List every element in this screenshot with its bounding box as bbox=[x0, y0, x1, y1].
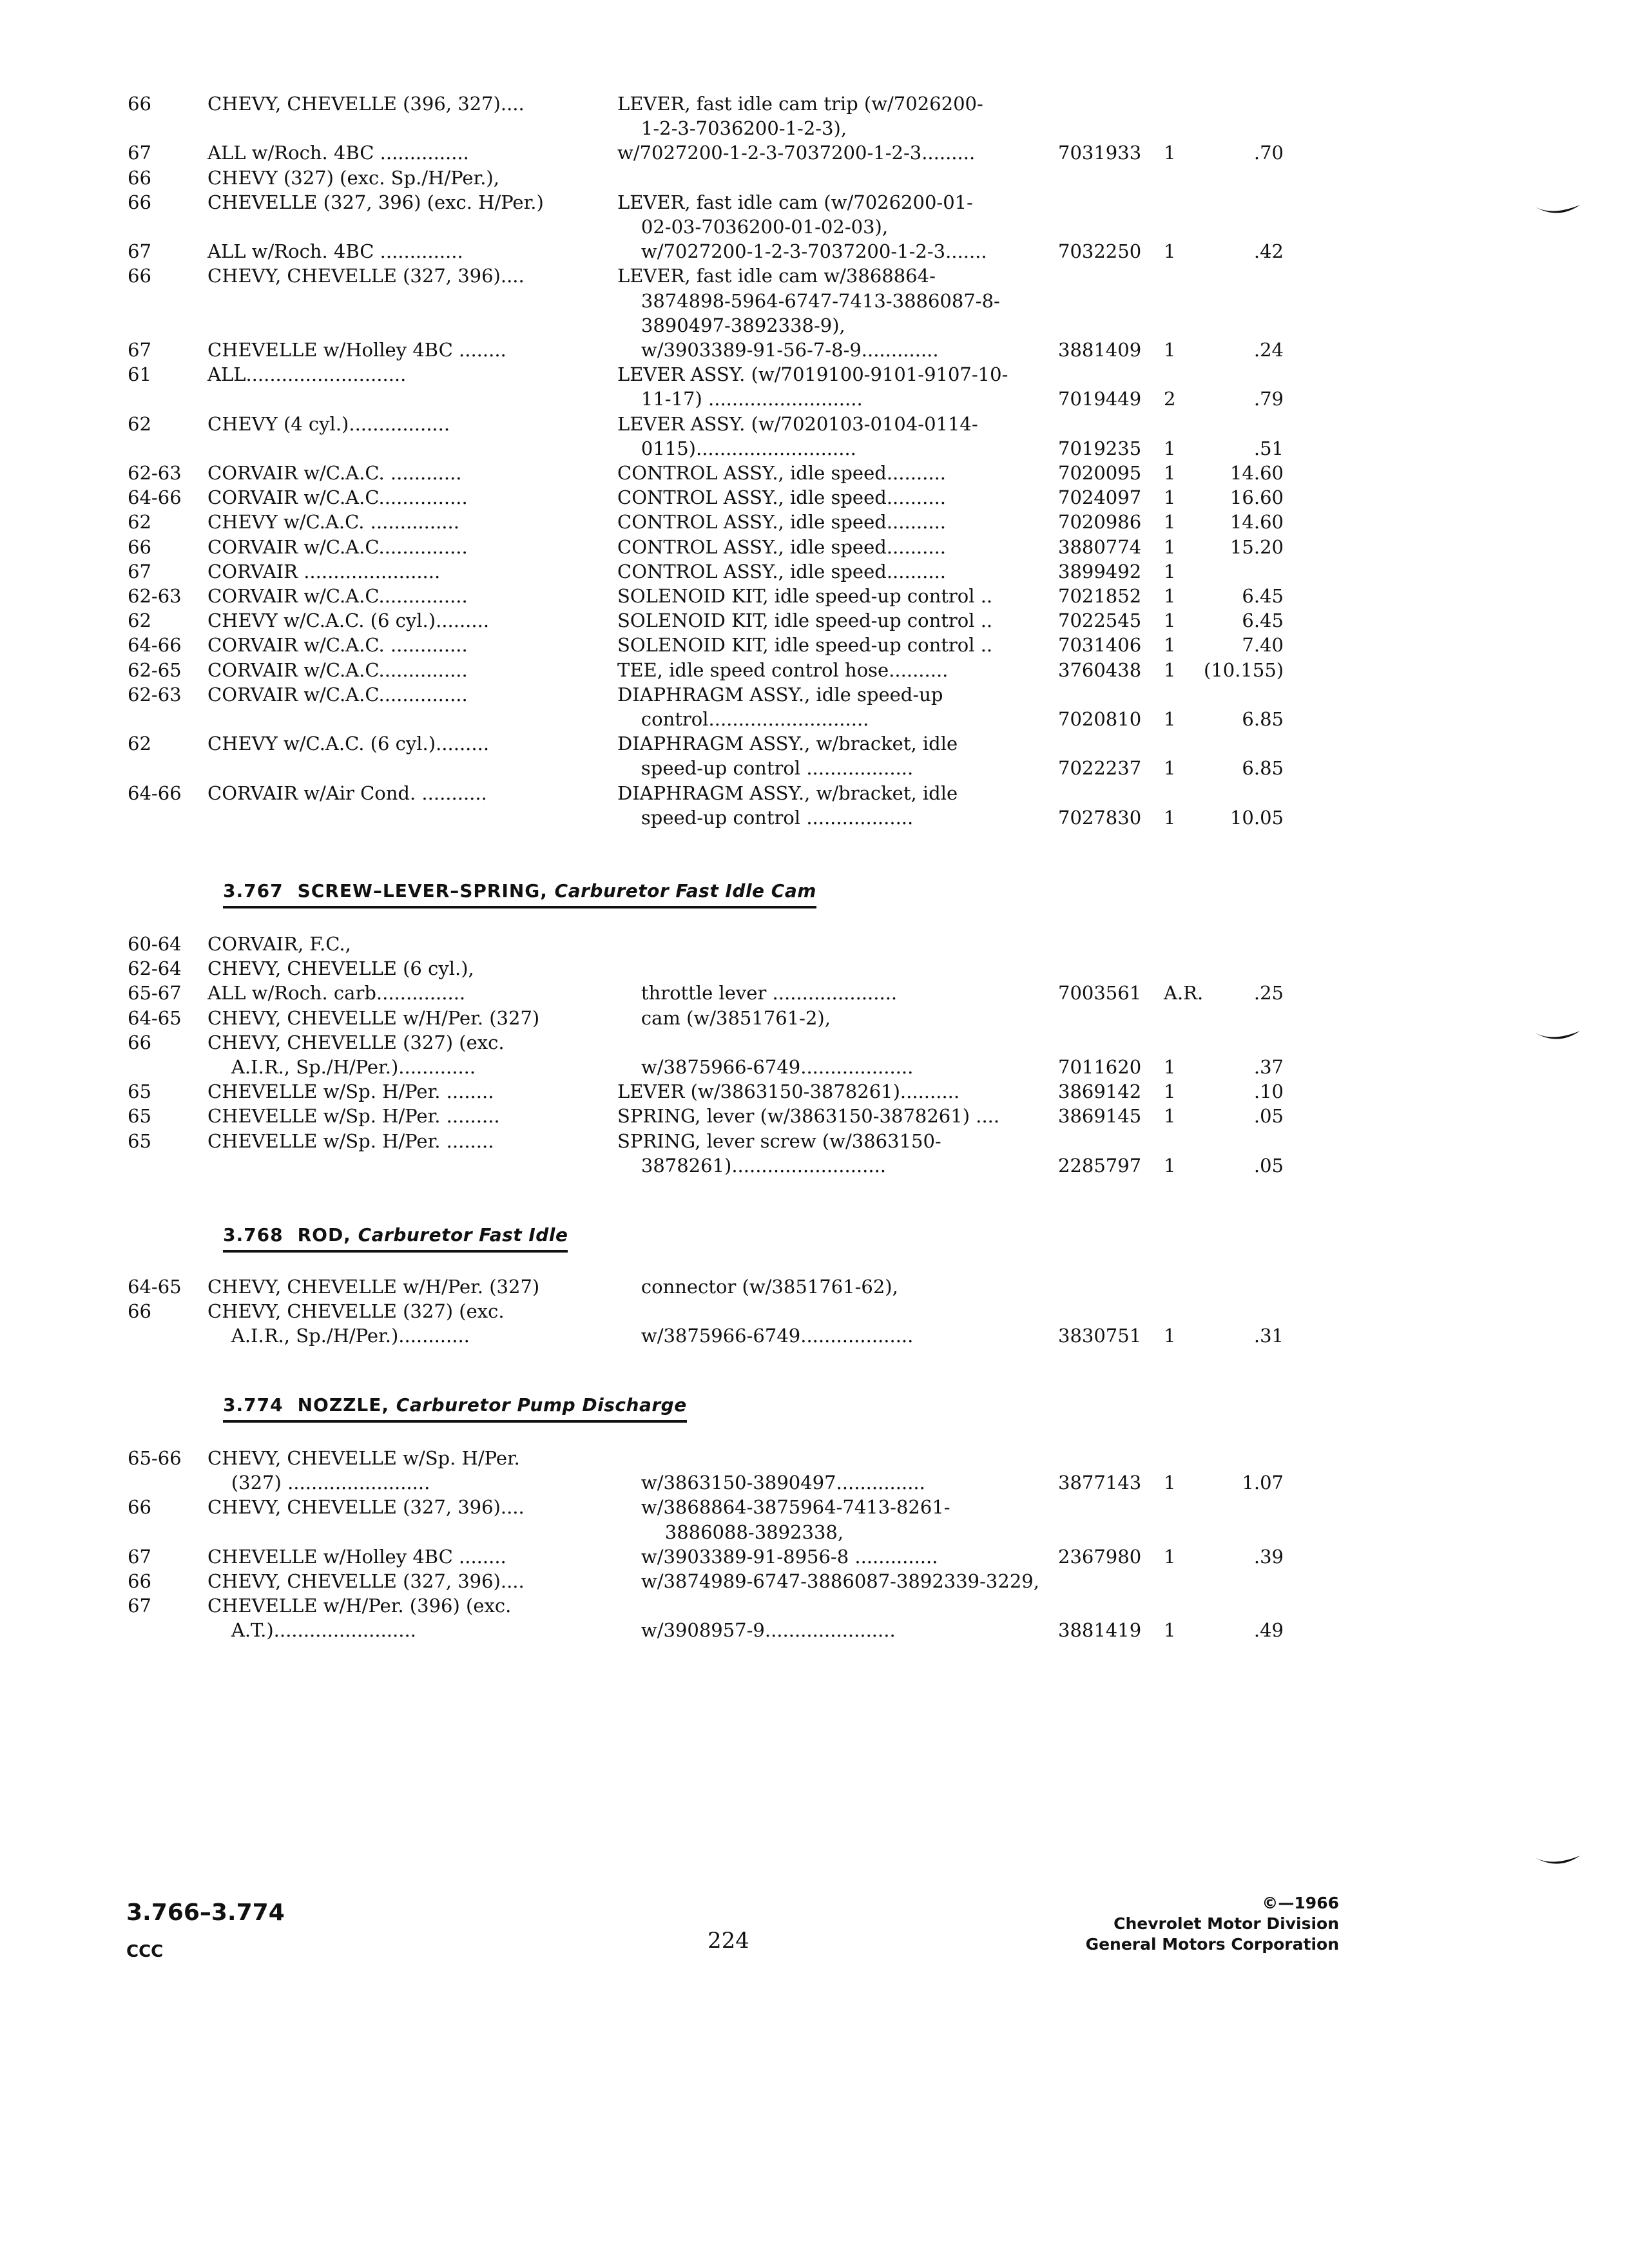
part-description: cam (w/3851761-2), bbox=[617, 1006, 831, 1029]
part-description: DIAPHRAGM ASSY., w/bracket, idle bbox=[617, 782, 958, 804]
vehicle-model: CHEVY w/C.A.C. (6 cyl.)......... bbox=[207, 610, 490, 632]
vehicle-model: CHEVY, CHEVELLE (327) (exc. bbox=[207, 1300, 505, 1323]
model-year: 64-65 bbox=[128, 1276, 182, 1298]
model-year: 65 bbox=[128, 1129, 151, 1152]
parts-row bbox=[0, 264, 1629, 288]
model-year: 61 bbox=[128, 363, 151, 386]
vehicle-model: CHEVY, CHEVELLE (327) (exc. bbox=[207, 1031, 505, 1053]
model-year: 67 bbox=[128, 560, 151, 582]
parts-row bbox=[0, 166, 1629, 190]
parts-row bbox=[0, 1446, 1629, 1470]
part-description: w/3868864-3875964-7413-8261- bbox=[617, 1496, 950, 1519]
part-description: speed-up control .................. bbox=[617, 757, 914, 780]
part-description: CONTROL ASSY., idle speed.......... bbox=[617, 511, 947, 533]
part-description: CONTROL ASSY., idle speed.......... bbox=[617, 486, 947, 509]
vehicle-model: CORVAIR ....................... bbox=[207, 560, 441, 582]
list-price: .31 bbox=[1253, 1325, 1284, 1347]
list-price: 6.85 bbox=[1242, 708, 1284, 730]
part-number: 3830751 bbox=[1058, 1325, 1142, 1347]
part-description: SPRING, lever screw (w/3863150- bbox=[617, 1129, 941, 1152]
parts-row bbox=[0, 412, 1629, 436]
parts-row bbox=[0, 1274, 1629, 1299]
vehicle-model: CHEVY, CHEVELLE (327, 396).... bbox=[207, 1496, 525, 1519]
part-number: 3899492 bbox=[1058, 560, 1142, 582]
parts-row bbox=[0, 1030, 1629, 1055]
part-description: 3886088-3892338, bbox=[617, 1521, 844, 1543]
parts-row bbox=[0, 1153, 1629, 1178]
part-description: control........................... bbox=[617, 708, 869, 730]
list-price: .24 bbox=[1253, 339, 1284, 361]
parts-row bbox=[0, 190, 1629, 215]
part-description: LEVER ASSY. (w/7020103-0104-0114- bbox=[617, 412, 978, 435]
vehicle-model: CHEVY, CHEVELLE w/Sp. H/Per. bbox=[207, 1447, 520, 1469]
model-year: 66 bbox=[128, 265, 151, 287]
vehicle-model: CHEVY, CHEVELLE (396, 327).... bbox=[207, 93, 525, 115]
model-year: 64-65 bbox=[128, 1006, 182, 1029]
model-year: 67 bbox=[128, 1595, 151, 1617]
part-number: 3760438 bbox=[1058, 658, 1142, 681]
part-description: LEVER, fast idle cam (w/7026200-01- bbox=[617, 191, 973, 213]
quantity: 1 bbox=[1164, 1325, 1176, 1347]
model-year: 66 bbox=[128, 166, 151, 189]
part-description: 1-2-3-7036200-1-2-3), bbox=[617, 117, 847, 140]
parts-row bbox=[0, 1569, 1629, 1593]
model-year: 62-63 bbox=[128, 683, 182, 706]
parts-row bbox=[0, 140, 1629, 165]
part-number: 7031406 bbox=[1058, 634, 1142, 657]
part-number: 3881419 bbox=[1058, 1619, 1142, 1642]
vehicle-model: CORVAIR w/C.A.C. ............ bbox=[207, 462, 462, 484]
part-number: 7011620 bbox=[1058, 1056, 1142, 1078]
vehicle-model: CHEVELLE w/Holley 4BC ........ bbox=[207, 339, 506, 361]
model-year: 66 bbox=[128, 1031, 151, 1053]
model-year: 65 bbox=[128, 1081, 151, 1103]
model-year: 62 bbox=[128, 511, 151, 533]
parts-row bbox=[0, 1323, 1629, 1348]
model-year: 62-63 bbox=[128, 585, 182, 607]
list-price: 6.85 bbox=[1242, 757, 1284, 780]
vehicle-model: CORVAIR w/C.A.C............... bbox=[207, 683, 468, 706]
list-price: .37 bbox=[1253, 1056, 1284, 1078]
part-description: LEVER, fast idle cam w/3868864- bbox=[617, 265, 936, 287]
part-description: w/3875966-6749................... bbox=[617, 1056, 914, 1078]
model-year: 66 bbox=[128, 535, 151, 558]
quantity: 1 bbox=[1164, 339, 1176, 361]
vehicle-model: ALL w/Roch. 4BC ............... bbox=[207, 142, 469, 164]
parts-row bbox=[0, 584, 1629, 608]
model-year: 64-66 bbox=[128, 782, 182, 804]
part-description: w/7027200-1-2-3-7037200-1-2-3....... bbox=[617, 240, 987, 263]
quantity: 1 bbox=[1164, 486, 1176, 509]
quantity: 1 bbox=[1164, 1472, 1176, 1494]
quantity: 2 bbox=[1164, 388, 1176, 410]
quantity: 1 bbox=[1164, 560, 1176, 582]
model-year: 66 bbox=[128, 1496, 151, 1519]
list-price: .10 bbox=[1253, 1081, 1284, 1103]
part-description: w/3874989-6747-3886087-3892339-3229, bbox=[617, 1570, 1039, 1592]
section-name: SCREW–LEVER–SPRING, bbox=[297, 880, 548, 901]
parts-row bbox=[0, 1079, 1629, 1104]
parts-row bbox=[0, 805, 1629, 830]
model-year: 64-66 bbox=[128, 634, 182, 657]
vehicle-model: CHEVY, CHEVELLE w/H/Per. (327) bbox=[207, 1006, 540, 1029]
part-number: 3869142 bbox=[1058, 1081, 1142, 1103]
vehicle-model: CHEVELLE w/Sp. H/Per. ........ bbox=[207, 1129, 494, 1152]
part-description: DIAPHRAGM ASSY., idle speed-up bbox=[617, 683, 943, 706]
part-description: w/3903389-91-8956-8 .............. bbox=[617, 1545, 938, 1568]
part-number: 7020095 bbox=[1058, 462, 1142, 484]
quantity: 1 bbox=[1164, 437, 1176, 459]
part-number: 7032250 bbox=[1058, 240, 1142, 263]
binder-clip-mark-bottom bbox=[1532, 1854, 1581, 1870]
part-description: w/7027200-1-2-3-7037200-1-2-3......... bbox=[617, 142, 976, 164]
vehicle-model: A.I.R., Sp./H/Per.)............. bbox=[207, 1056, 476, 1078]
section-number: 3.767 bbox=[223, 880, 284, 901]
list-price: .25 bbox=[1253, 982, 1284, 1004]
parts-row bbox=[0, 436, 1629, 461]
list-price: 14.60 bbox=[1229, 462, 1284, 484]
part-description: CONTROL ASSY., idle speed.......... bbox=[617, 462, 947, 484]
parts-row bbox=[0, 1470, 1629, 1495]
model-year: 66 bbox=[128, 1300, 151, 1323]
page-section-range: 3.766–3.774 bbox=[126, 1899, 285, 1926]
list-price: (10.155) bbox=[1204, 658, 1284, 681]
parts-row bbox=[0, 313, 1629, 338]
quantity: 1 bbox=[1164, 1081, 1176, 1103]
part-description: LEVER (w/3863150-3878261).......... bbox=[617, 1081, 960, 1103]
parts-row bbox=[0, 1006, 1629, 1030]
part-number: 7020810 bbox=[1058, 708, 1142, 730]
model-year: 65 bbox=[128, 1105, 151, 1128]
parts-row bbox=[0, 658, 1629, 682]
parts-row bbox=[0, 608, 1629, 633]
vehicle-model: CHEVELLE w/Sp. H/Per. ......... bbox=[207, 1105, 500, 1128]
copyright-block bbox=[1086, 1893, 1339, 1955]
vehicle-model: CHEVELLE w/Holley 4BC ........ bbox=[207, 1545, 506, 1568]
list-price: .39 bbox=[1253, 1545, 1284, 1568]
section-heading bbox=[223, 1393, 687, 1423]
model-year: 66 bbox=[128, 1570, 151, 1592]
quantity: 1 bbox=[1164, 708, 1176, 730]
parts-row bbox=[0, 1129, 1629, 1153]
vehicle-model: CORVAIR w/C.A.C............... bbox=[207, 486, 468, 509]
list-price: 16.60 bbox=[1229, 486, 1284, 509]
part-number: 7020986 bbox=[1058, 511, 1142, 533]
parts-row bbox=[0, 756, 1629, 780]
model-year: 62 bbox=[128, 733, 151, 755]
vehicle-model: CHEVY (4 cyl.)................. bbox=[207, 412, 450, 435]
parts-row bbox=[0, 633, 1629, 657]
part-description: 3878261).......................... bbox=[617, 1154, 887, 1177]
part-description: CONTROL ASSY., idle speed.......... bbox=[617, 535, 947, 558]
model-year: 60-64 bbox=[128, 933, 182, 955]
part-description: LEVER ASSY. (w/7019100-9101-9107-10- bbox=[617, 363, 1008, 386]
vehicle-model: CHEVELLE w/H/Per. (396) (exc. bbox=[207, 1595, 512, 1617]
parts-row bbox=[0, 1055, 1629, 1079]
vehicle-model: ALL........................... bbox=[207, 363, 407, 386]
list-price: 7.40 bbox=[1242, 634, 1284, 657]
list-price: .05 bbox=[1253, 1105, 1284, 1128]
parts-row bbox=[0, 781, 1629, 805]
quantity: A.R. bbox=[1164, 982, 1204, 1004]
quantity: 1 bbox=[1164, 1545, 1176, 1568]
list-price: .79 bbox=[1253, 388, 1284, 410]
vehicle-model: CORVAIR w/C.A.C............... bbox=[207, 535, 468, 558]
list-price: 15.20 bbox=[1229, 535, 1284, 558]
quantity: 1 bbox=[1164, 1056, 1176, 1078]
vehicle-model: CHEVY, CHEVELLE (327, 396).... bbox=[207, 1570, 525, 1592]
list-price: .49 bbox=[1253, 1619, 1284, 1642]
part-number: 7024097 bbox=[1058, 486, 1142, 509]
quantity: 1 bbox=[1164, 511, 1176, 533]
parts-row bbox=[0, 510, 1629, 534]
part-number: 7019235 bbox=[1058, 437, 1142, 459]
part-description: speed-up control .................. bbox=[617, 806, 914, 829]
part-description: DIAPHRAGM ASSY., w/bracket, idle bbox=[617, 733, 958, 755]
part-description: SOLENOID KIT, idle speed-up control .. bbox=[617, 610, 993, 632]
part-description: w/3863150-3890497............... bbox=[617, 1472, 925, 1494]
vehicle-model: CHEVY, CHEVELLE (327, 396).... bbox=[207, 265, 525, 287]
part-description: TEE, idle speed control hose.......... bbox=[617, 658, 949, 681]
page-number: 224 bbox=[708, 1928, 749, 1954]
part-description: CONTROL ASSY., idle speed.......... bbox=[617, 560, 947, 582]
part-number: 2285797 bbox=[1058, 1154, 1142, 1177]
part-number: 3877143 bbox=[1058, 1472, 1142, 1494]
model-year: 67 bbox=[128, 240, 151, 263]
vehicle-model: CORVAIR w/C.A.C. ............. bbox=[207, 634, 468, 657]
model-year: 62-63 bbox=[128, 462, 182, 484]
part-description: 11-17) .......................... bbox=[617, 388, 863, 410]
parts-row bbox=[0, 1104, 1629, 1128]
part-description: w/3875966-6749................... bbox=[617, 1325, 914, 1347]
part-description: 0115)........................... bbox=[617, 437, 856, 459]
part-number: 3869145 bbox=[1058, 1105, 1142, 1128]
section-number: 3.768 bbox=[223, 1224, 284, 1245]
vehicle-model: CORVAIR w/C.A.C............... bbox=[207, 658, 468, 681]
parts-row bbox=[0, 461, 1629, 485]
section-heading bbox=[223, 879, 816, 908]
part-number: 3881409 bbox=[1058, 339, 1142, 361]
model-year: 62 bbox=[128, 610, 151, 632]
vehicle-model: CORVAIR, F.C., bbox=[207, 933, 351, 955]
vehicle-model: A.I.R., Sp./H/Per.)............ bbox=[207, 1325, 470, 1347]
part-number: 7022237 bbox=[1058, 757, 1142, 780]
binder-clip-mark-top bbox=[1532, 204, 1581, 219]
model-year: 67 bbox=[128, 1545, 151, 1568]
quantity: 1 bbox=[1164, 658, 1176, 681]
part-description: LEVER, fast idle cam trip (w/7026200- bbox=[617, 93, 983, 115]
parts-row bbox=[0, 338, 1629, 362]
model-year: 66 bbox=[128, 93, 151, 115]
list-price: .51 bbox=[1253, 437, 1284, 459]
part-description: SOLENOID KIT, idle speed-up control .. bbox=[617, 585, 993, 607]
part-number: 7019449 bbox=[1058, 388, 1142, 410]
list-price: .05 bbox=[1253, 1154, 1284, 1177]
quantity: 1 bbox=[1164, 240, 1176, 263]
part-description: w/3908957-9...................... bbox=[617, 1619, 896, 1642]
parts-row bbox=[0, 707, 1629, 731]
list-price: 10.05 bbox=[1229, 806, 1284, 829]
division-name: Chevrolet Motor Division bbox=[1113, 1914, 1339, 1933]
vehicle-model: CORVAIR w/C.A.C............... bbox=[207, 585, 468, 607]
model-year: 62-64 bbox=[128, 957, 182, 980]
parts-row bbox=[0, 535, 1629, 559]
parts-row bbox=[0, 239, 1629, 264]
section-name: ROD, bbox=[297, 1224, 351, 1245]
parts-row bbox=[0, 485, 1629, 510]
parts-row bbox=[0, 362, 1629, 387]
vehicle-model: A.T.)........................ bbox=[207, 1619, 416, 1642]
part-description: SPRING, lever (w/3863150-3878261) .... bbox=[617, 1105, 1000, 1128]
section-heading bbox=[223, 1223, 568, 1253]
part-number: 3880774 bbox=[1058, 535, 1142, 558]
list-price: .70 bbox=[1253, 142, 1284, 164]
parts-row bbox=[0, 731, 1629, 756]
parts-row bbox=[0, 289, 1629, 313]
catalog-code: CCC bbox=[126, 1942, 164, 1961]
model-year: 66 bbox=[128, 191, 151, 213]
vehicle-model: CHEVY, CHEVELLE w/H/Per. (327) bbox=[207, 1276, 540, 1298]
model-year: 64-66 bbox=[128, 486, 182, 509]
quantity: 1 bbox=[1164, 806, 1176, 829]
model-year: 62 bbox=[128, 412, 151, 435]
parts-row bbox=[0, 932, 1629, 956]
vehicle-model: CHEVELLE w/Sp. H/Per. ........ bbox=[207, 1081, 494, 1103]
vehicle-model: ALL w/Roch. carb............... bbox=[207, 982, 466, 1004]
part-description: throttle lever ..................... bbox=[617, 982, 898, 1004]
vehicle-model: CHEVY w/C.A.C. (6 cyl.)......... bbox=[207, 733, 490, 755]
section-subtitle: Carburetor Fast Idle Cam bbox=[554, 880, 816, 901]
corporation-name: General Motors Corporation bbox=[1085, 1935, 1339, 1954]
list-price: 6.45 bbox=[1242, 585, 1284, 607]
parts-row bbox=[0, 1618, 1629, 1642]
part-number: 7031933 bbox=[1058, 142, 1142, 164]
parts-row bbox=[0, 91, 1629, 116]
parts-row bbox=[0, 682, 1629, 707]
parts-row bbox=[0, 559, 1629, 584]
parts-row bbox=[0, 1520, 1629, 1544]
part-description: SOLENOID KIT, idle speed-up control .. bbox=[617, 634, 993, 657]
vehicle-model: CORVAIR w/Air Cond. ........... bbox=[207, 782, 487, 804]
section-number: 3.774 bbox=[223, 1394, 284, 1416]
parts-row bbox=[0, 1299, 1629, 1323]
vehicle-model: CHEVY, CHEVELLE (6 cyl.), bbox=[207, 957, 474, 980]
part-description: connector (w/3851761-62), bbox=[617, 1276, 898, 1298]
vehicle-model: ALL w/Roch. 4BC .............. bbox=[207, 240, 463, 263]
parts-row bbox=[0, 1544, 1629, 1569]
quantity: 1 bbox=[1164, 634, 1176, 657]
quantity: 1 bbox=[1164, 757, 1176, 780]
section-subtitle: Carburetor Pump Discharge bbox=[396, 1394, 687, 1416]
quantity: 1 bbox=[1164, 1154, 1176, 1177]
list-price: 6.45 bbox=[1242, 610, 1284, 632]
part-number: 7021852 bbox=[1058, 585, 1142, 607]
part-description: 3874898-5964-6747-7413-3886087-8- bbox=[617, 289, 1000, 312]
section-subtitle: Carburetor Fast Idle bbox=[358, 1224, 568, 1245]
model-year: 65-66 bbox=[128, 1447, 182, 1469]
parts-row bbox=[0, 981, 1629, 1005]
part-number: 7003561 bbox=[1058, 982, 1142, 1004]
vehicle-model: CHEVY w/C.A.C. ............... bbox=[207, 511, 459, 533]
parts-row bbox=[0, 387, 1629, 411]
quantity: 1 bbox=[1164, 142, 1176, 164]
list-price: 14.60 bbox=[1229, 511, 1284, 533]
parts-row bbox=[0, 1495, 1629, 1519]
part-number: 2367980 bbox=[1058, 1545, 1142, 1568]
section-name: NOZZLE, bbox=[297, 1394, 390, 1416]
parts-row bbox=[0, 215, 1629, 239]
quantity: 1 bbox=[1164, 462, 1176, 484]
quantity: 1 bbox=[1164, 610, 1176, 632]
copyright-year: ©—1966 bbox=[1262, 1894, 1339, 1912]
quantity: 1 bbox=[1164, 1619, 1176, 1642]
parts-row bbox=[0, 956, 1629, 981]
quantity: 1 bbox=[1164, 535, 1176, 558]
part-number: 7027830 bbox=[1058, 806, 1142, 829]
part-number: 7022545 bbox=[1058, 610, 1142, 632]
quantity: 1 bbox=[1164, 1105, 1176, 1128]
model-year: 62-65 bbox=[128, 658, 182, 681]
vehicle-model: CHEVELLE (327, 396) (exc. H/Per.) bbox=[207, 191, 544, 213]
parts-row bbox=[0, 1593, 1629, 1618]
list-price: .42 bbox=[1253, 240, 1284, 263]
list-price: 1.07 bbox=[1242, 1472, 1284, 1494]
model-year: 67 bbox=[128, 339, 151, 361]
model-year: 65-67 bbox=[128, 982, 182, 1004]
parts-row bbox=[0, 116, 1629, 140]
quantity: 1 bbox=[1164, 585, 1176, 607]
vehicle-model: (327) ........................ bbox=[207, 1472, 430, 1494]
part-description: w/3903389-91-56-7-8-9............. bbox=[617, 339, 939, 361]
vehicle-model: CHEVY (327) (exc. Sp./H/Per.), bbox=[207, 166, 499, 189]
model-year: 67 bbox=[128, 142, 151, 164]
binder-clip-mark-middle bbox=[1532, 1030, 1581, 1045]
part-description: 3890497-3892338-9), bbox=[617, 314, 845, 336]
part-description: 02-03-7036200-01-02-03), bbox=[617, 216, 889, 238]
